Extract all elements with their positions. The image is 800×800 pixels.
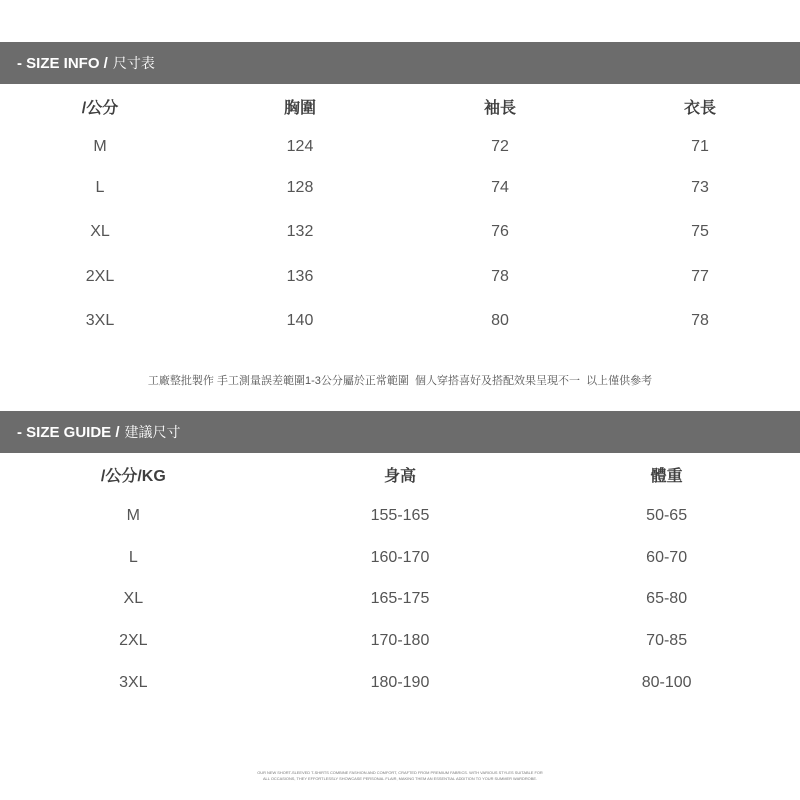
size-cell: 2XL bbox=[119, 632, 148, 649]
column-header-weight: 體重 bbox=[650, 467, 683, 485]
height-cell: 160-170 bbox=[370, 549, 430, 566]
size-cell: M bbox=[126, 507, 140, 524]
size-info-band bbox=[0, 42, 800, 84]
length-cell: 71 bbox=[691, 138, 709, 155]
size-info-row bbox=[0, 217, 800, 247]
weight-cell: 60-70 bbox=[646, 549, 688, 566]
footer-line: ALL OCCASIONS, THEY EFFORTLESSLY SHOWCASE PERSONAL FLAIR, MAKING THEM AN ESSENTIAL ADDITION TO YOUR SUMMER WARDROBE. bbox=[262, 776, 538, 781]
weight-cell: 80-100 bbox=[641, 674, 692, 691]
size-cell: 2XL bbox=[85, 268, 115, 285]
size-cell: XL bbox=[90, 223, 110, 240]
height-cell: 165-175 bbox=[370, 590, 430, 607]
size-cell: 3XL bbox=[85, 312, 115, 329]
size-info-row bbox=[0, 173, 800, 203]
chest-cell: 128 bbox=[286, 179, 314, 196]
length-cell: 77 bbox=[691, 268, 709, 285]
sleeve-cell: 72 bbox=[491, 138, 509, 155]
size-guide-row bbox=[0, 584, 800, 614]
chest-cell: 132 bbox=[286, 223, 314, 240]
size-guide-subtitle: 建議尺寸 bbox=[124, 424, 181, 440]
size-cell: 3XL bbox=[119, 674, 148, 691]
weight-cell: 50-65 bbox=[646, 507, 688, 524]
size-info-row bbox=[0, 306, 800, 336]
size-cell: L bbox=[95, 179, 105, 196]
column-header-chest: 胸圍 bbox=[283, 99, 316, 117]
size-info-subtitle: 尺寸表 bbox=[112, 55, 155, 71]
size-guide-row bbox=[0, 501, 800, 531]
measurement-note: 工廠整批製作 手工測量誤差範圍1-3公分屬於正常範圍 個人穿搭喜好及搭配效果呈現不一 以上僅供參考 bbox=[147, 375, 653, 387]
size-info-title: - SIZE INFO / bbox=[17, 54, 108, 72]
sleeve-cell: 78 bbox=[491, 268, 509, 285]
size-cell: XL bbox=[123, 590, 144, 607]
size-guide-row bbox=[0, 543, 800, 573]
size-info-row bbox=[0, 132, 800, 162]
size-info-row bbox=[0, 262, 800, 292]
height-cell: 170-180 bbox=[370, 632, 430, 649]
chest-cell: 124 bbox=[286, 138, 314, 155]
weight-cell: 65-80 bbox=[646, 590, 688, 607]
size-cell: L bbox=[128, 549, 138, 566]
column-header-size: /公分/KG bbox=[100, 467, 166, 485]
column-header-size: /公分 bbox=[81, 99, 119, 117]
chest-cell: 136 bbox=[286, 268, 314, 285]
size-guide-title: - SIZE GUIDE / bbox=[17, 423, 120, 441]
column-header-height: 身高 bbox=[383, 467, 416, 485]
size-guide-row bbox=[0, 668, 800, 698]
chest-cell: 140 bbox=[286, 312, 314, 329]
size-cell: M bbox=[93, 138, 107, 155]
footer-line: OUR NEW SHORT-SLEEVED T-SHIRTS COMBINE FASHION AND COMFORT, CRAFTED FROM PREMIUM FABRICS. WITH VARIOUS STYLES SUITABLE FOR bbox=[257, 770, 543, 775]
weight-cell: 70-85 bbox=[646, 632, 688, 649]
column-header-sleeve: 袖長 bbox=[483, 99, 516, 117]
size-guide-row bbox=[0, 626, 800, 656]
height-cell: 155-165 bbox=[370, 507, 430, 524]
size-info-header-row bbox=[0, 91, 800, 121]
size-guide-band bbox=[0, 411, 800, 453]
size-guide-header-row bbox=[0, 459, 800, 489]
height-cell: 180-190 bbox=[370, 674, 430, 691]
length-cell: 73 bbox=[691, 179, 709, 196]
column-header-length: 衣長 bbox=[683, 99, 716, 117]
length-cell: 78 bbox=[691, 312, 709, 329]
sleeve-cell: 76 bbox=[491, 223, 509, 240]
sleeve-cell: 80 bbox=[491, 312, 509, 329]
length-cell: 75 bbox=[691, 223, 709, 240]
sleeve-cell: 74 bbox=[491, 179, 509, 196]
